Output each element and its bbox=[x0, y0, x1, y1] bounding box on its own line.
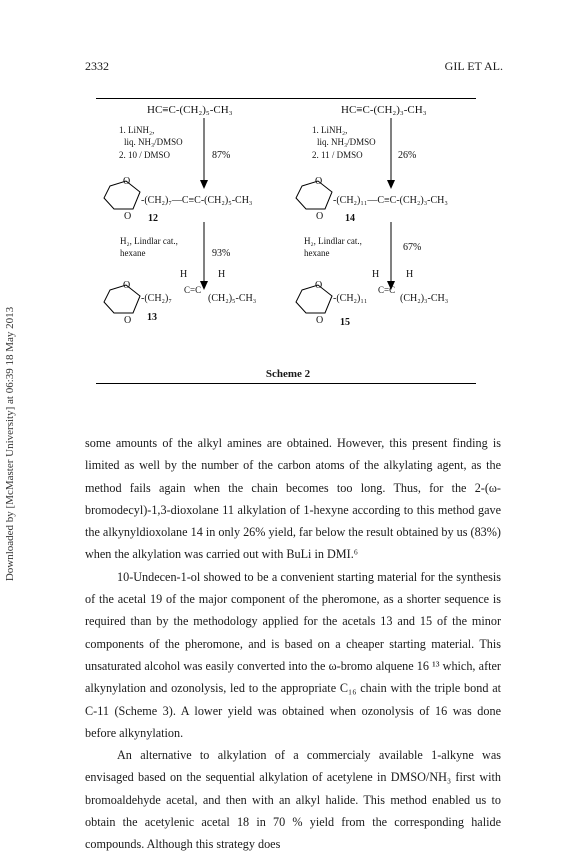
dioxolane-ring-15 bbox=[296, 285, 332, 313]
left-start-alkyne: HC≡C-(CH₂)₅-CH₃ bbox=[147, 104, 233, 116]
compound-label-15: 15 bbox=[340, 317, 350, 328]
body-text bbox=[85, 432, 501, 856]
ring-o-top-14: O bbox=[315, 176, 323, 187]
page-number: 2332 bbox=[85, 59, 109, 73]
compound-label-13: 13 bbox=[147, 312, 157, 323]
left-cond2-line2: hexane bbox=[120, 248, 146, 258]
running-header-authors: GIL ET AL. bbox=[444, 59, 503, 73]
paragraph-1: some amounts of the alkyl amines are obtained. However, this present finding is limited as well by the number of the carbon atoms of the alkylating agent, as the method fails again when the chain becomes too long. Thus, for the 2-(ω-bromodecyl)-1,3-dioxolane 11 alkylation of 1-hexyne according to this method gave the alkynyldioxolane 14 in only 26% yield, far below the result obtained by us (83%) when the alkylation was carried out with BuLi in DMI.⁶ bbox=[85, 436, 501, 562]
compound-label-14: 14 bbox=[345, 213, 355, 224]
left-cond1-line2: liq. NH₃/DMSO bbox=[124, 137, 183, 147]
vinyl-h-right-15: H bbox=[406, 269, 414, 280]
reaction-scheme bbox=[0, 0, 576, 400]
right-yield-1: 26% bbox=[398, 150, 417, 161]
left-yield-1: 87% bbox=[212, 150, 231, 161]
compound-label-12: 12 bbox=[148, 213, 158, 224]
right-arrowhead-1 bbox=[387, 180, 395, 189]
right-cond2-line2: hexane bbox=[304, 248, 330, 258]
ring-o-bottom-14: O bbox=[316, 211, 324, 222]
right-cond1-line1: 1. LiNH₂, bbox=[312, 125, 348, 135]
vinyl-h-left-15: H bbox=[372, 269, 380, 280]
right-yield-2: 67% bbox=[403, 242, 422, 253]
vinyl-h-right-13: H bbox=[218, 269, 226, 280]
ring-o-top-12: O bbox=[123, 176, 131, 187]
left-cond1-line3: 2. 10 / DMSO bbox=[119, 150, 171, 160]
ring-o-top-15: O bbox=[315, 280, 323, 291]
left-cond2-line1: H₂, Lindlar cat., bbox=[120, 236, 178, 246]
left-yield-2: 93% bbox=[212, 248, 231, 259]
ring-o-bottom-15: O bbox=[316, 315, 324, 326]
product-14-chain: -(CH₂)₁₁—C≡C-(CH₂)₃-CH₃ bbox=[333, 195, 448, 206]
scheme-bottom-rule bbox=[96, 383, 476, 384]
right-cond1-line2: liq. NH₃/DMSO bbox=[317, 137, 376, 147]
right-cond2-line1: H₂, Lindlar cat., bbox=[304, 236, 362, 246]
vinyl-h-left-13: H bbox=[180, 269, 188, 280]
product-13-chain-right: (CH₂)₅-CH₃ bbox=[208, 293, 257, 304]
left-arrowhead-2 bbox=[200, 281, 208, 290]
product-13-chain-left: -(CH₂)₇ bbox=[141, 293, 172, 304]
download-note-text: Downloaded by [McMaster University] at 06:39 18 May 2013 bbox=[4, 306, 16, 582]
left-cond1-line1: 1. LiNH₂, bbox=[119, 125, 155, 135]
product-15-chain-left: -(CH₂)₁₁ bbox=[333, 293, 368, 304]
ring-o-bottom-12: O bbox=[124, 211, 132, 222]
product-13-double-bond: C=C bbox=[184, 285, 202, 295]
paragraph-3: An alternative to alkylation of a commercialy available 1-alkyne was envisaged based on the sequential alkylation of acetylene in DMSO/NH₃ first with bromoaldehyde acetal, and then with an alkyl halide. This method enabled us to obtain the acetylenic acetal 18 in 70 % yield from the corresponding halide compounds. Although this strategy does bbox=[85, 748, 501, 852]
right-cond1-line3: 2. 11 / DMSO bbox=[312, 150, 363, 160]
paragraph-2: 10-Undecen-1-ol showed to be a convenient starting material for the synthesis of the acetal 19 of the major component of the pheromone, as a shorter sequence is required than by the methodology applied for the acetals 13 and 15 of the minor components of the pheromone, and is based on a cheaper starting material. This unsaturated alcohol was easily converted into the ω-bromo alquene 16 ¹³ which, after alkynylation and ozonolysis, led to the appropriate C₁₆ chain with the triple bond at C-11 (Scheme 3). A lower yield was obtained when ozonolysis of 16 was done before alkynylation. bbox=[85, 569, 501, 740]
product-12-chain: -(CH₂)₇—C≡C-(CH₂)₅-CH₃ bbox=[141, 195, 253, 206]
dioxolane-ring-14 bbox=[296, 181, 332, 209]
ring-o-bottom-13: O bbox=[124, 315, 132, 326]
right-sequence bbox=[296, 104, 448, 328]
dioxolane-ring-12 bbox=[104, 181, 140, 209]
left-arrowhead-1 bbox=[200, 180, 208, 189]
right-start-alkyne: HC≡C-(CH₂)₃-CH₃ bbox=[341, 104, 427, 116]
product-15-double-bond: C=C bbox=[378, 285, 396, 295]
left-sequence bbox=[104, 104, 256, 326]
scheme-caption: Scheme 2 bbox=[265, 368, 311, 380]
dioxolane-ring-13 bbox=[104, 285, 140, 313]
ring-o-top-13: O bbox=[123, 280, 131, 291]
product-15-chain-right: (CH₂)₃-CH₃ bbox=[400, 293, 449, 304]
